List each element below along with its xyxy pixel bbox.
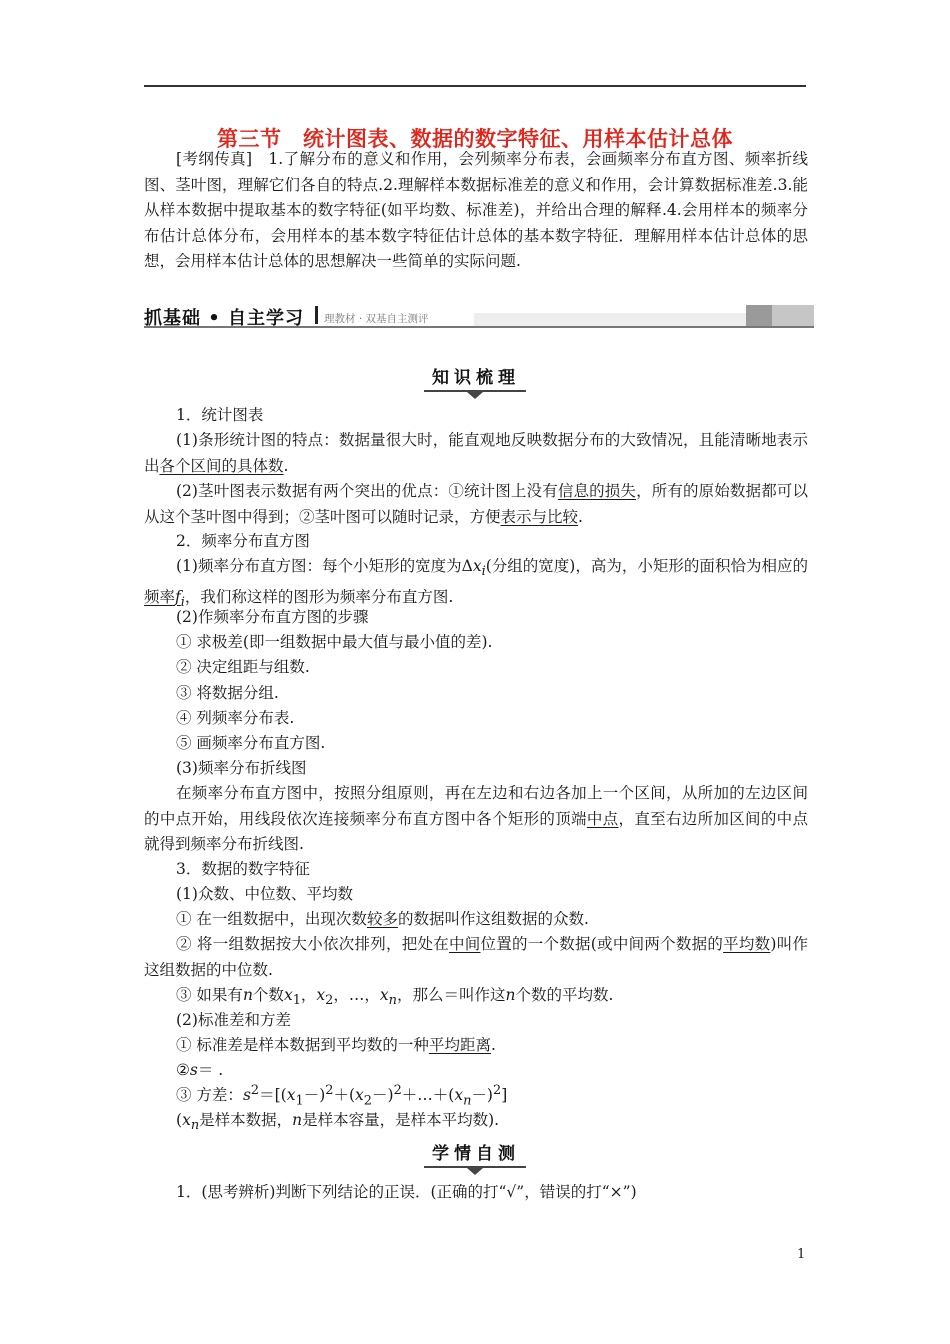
math-var: n <box>505 986 516 1004</box>
question-1: 1．(思考辨析)判断下列结论的正误．(正确的打“√”，错误的打“×”) <box>176 1183 637 1201</box>
text: ① 标准差是样本数据到平均数的一种 <box>176 1036 429 1054</box>
banner-block-dark <box>746 305 772 326</box>
underlined-answer: 信息的损失 <box>557 482 637 500</box>
text: 是样本容量，是样本平均数). <box>302 1111 500 1129</box>
subheading-deviation: (2)标准差和方差 <box>176 1011 291 1029</box>
text: ＝ . <box>197 1061 224 1079</box>
text: －) <box>303 1086 326 1105</box>
underlined-answer <box>144 587 185 610</box>
text: ② 将一组数据按大小依次排列，把处在 <box>176 935 449 953</box>
text: 频率 <box>144 587 176 606</box>
text: ( <box>176 1111 183 1129</box>
text: (1)条形统计图的特点：数据量很大时，能直观地反映数据分布的大致情况，且能清晰地表示出 <box>144 431 808 475</box>
text: －) <box>471 1086 493 1105</box>
paragraph-stem-leaf <box>144 479 808 530</box>
text: 在频率分布直方图中，按照分组原则，再在左边和右边各加上一个区间，从所加的左边区间的中点开始，用线段依次连接频率分布直方图中各个矩形的顶端 <box>144 784 808 828</box>
text: . <box>490 1036 496 1054</box>
text: . <box>578 507 583 526</box>
section-heading-text: 知识梳理 <box>424 363 526 392</box>
math-var: s <box>242 1086 251 1105</box>
mean-definition <box>176 983 613 1008</box>
math-sub: i <box>481 564 486 580</box>
text: 是样本数据， <box>199 1111 293 1129</box>
math-var: x <box>286 1086 296 1105</box>
section-heading-knowledge <box>0 363 950 399</box>
text: 位置的一个数据(或中间两个数据的 <box>480 935 724 953</box>
math-sub: 1 <box>295 1093 304 1109</box>
underlined-answer: 中间 <box>449 935 481 953</box>
underlined-answer: 平均距离 <box>428 1036 491 1054</box>
text: ＋( <box>333 1086 356 1105</box>
page-number: 1 <box>797 1247 806 1262</box>
syllabus-paragraph <box>144 147 808 275</box>
step-item: ① 求极差(即一组数据中最大值与最小值的差). <box>176 633 493 651</box>
math-sup: 2 <box>393 1083 402 1098</box>
mode-definition <box>176 907 589 929</box>
math-sub: n <box>190 1118 200 1134</box>
text: ，所有的原始数据都可以从这个茎叶图中得到；②茎叶图可以随时记录，方便 <box>144 482 808 526</box>
text: (1)频率分布直方图：每个小矩形的宽度为Δ <box>176 557 473 575</box>
math-sub: n <box>463 1093 472 1109</box>
steps-heading: (2)作频率分布直方图的步骤 <box>176 608 369 626</box>
math-var: s <box>189 1061 198 1079</box>
subheading-averages: (1)众数、中位数、平均数 <box>176 885 353 903</box>
text: ，直至右边所加区间的中点就得到频率分布折线图. <box>144 809 808 853</box>
paragraph-polygon <box>144 781 808 858</box>
math-var: x <box>355 1086 364 1105</box>
math-sub: 2 <box>363 1093 373 1109</box>
text: ，我们称这样的图形为频率分布直方图. <box>184 587 454 606</box>
heading-charts: 1．统计图表 <box>176 406 264 424</box>
text: －) <box>372 1086 394 1105</box>
section-heading-arrow <box>467 392 483 399</box>
text: ，…， <box>333 986 380 1004</box>
text: ] <box>501 1086 508 1105</box>
underlined-answer: 较多 <box>366 910 398 928</box>
text: ， <box>300 986 317 1004</box>
step-item: ② 决定组距与组数. <box>176 658 310 676</box>
text: ② <box>176 1061 190 1079</box>
top-rule <box>144 85 806 87</box>
math-sub: n <box>388 993 397 1009</box>
banner-heading: 抓基础 • 自主学习 <box>144 308 305 329</box>
syllabus-text: 1.了解分布的意义和作用，会列频率分布表，会画频率分布直方图、频率折线图、茎叶图，理解它们各自的特点.2.理解样本数据标准差的意义和作用，会计算数据标准差.3.能从样本数据中提取基本的数字特征(如平均数、标准差)，并给出合理的解释.4.会用样本的频率分布估计总体分布，会用样本的基本数字特征估计总体的基本数字特征．理解用样本估计总体的思想，会用样本估计总体的思想解决一些简单的实际问题. <box>144 150 808 270</box>
math-sub: 2 <box>325 993 334 1009</box>
text: ③ 方差： <box>176 1086 243 1105</box>
underlined-answer: 平均数 <box>723 935 771 953</box>
heading-histogram: 2．频率分布直方图 <box>176 532 310 550</box>
math-var: n <box>242 986 253 1004</box>
heading-numeric-features: 3．数据的数字特征 <box>176 860 310 878</box>
math-var: x <box>316 986 326 1004</box>
math-var: f <box>175 587 181 606</box>
text: ③ 如果有 <box>176 986 243 1004</box>
step-item: ④ 列频率分布表. <box>176 709 295 727</box>
page-title: 第三节 统计图表、数据的数字特征、用样本估计总体 <box>217 127 733 151</box>
text: ，那么＝叫作这 <box>396 986 506 1004</box>
math-sup: 2 <box>492 1083 502 1098</box>
paragraph-bar-chart <box>144 428 808 479</box>
math-sub: 1 <box>292 993 301 1009</box>
median-definition <box>144 932 808 983</box>
text: ＋…＋( <box>401 1086 455 1105</box>
text: 的数据叫作这组数据的众数. <box>397 910 589 928</box>
math-var: n <box>292 1111 303 1129</box>
variance-note <box>176 1108 499 1133</box>
math-var: x <box>379 986 389 1004</box>
syllabus-tag: [考纲传真] <box>176 150 253 168</box>
banner-subtitle: 理教材 · 双基自主测评 <box>324 313 429 325</box>
text: 个数 <box>252 986 284 1004</box>
banner-divider <box>315 306 318 324</box>
section-heading-text: 学情自测 <box>424 1139 526 1168</box>
math-var: x <box>454 1086 464 1105</box>
math-var: x <box>182 1111 191 1129</box>
text: . <box>283 456 289 475</box>
step-item: ③ 将数据分组. <box>176 684 279 702</box>
text: 个数的平均数. <box>515 986 614 1004</box>
text: ＝[( <box>259 1086 287 1105</box>
polygon-heading: (3)频率分布折线图 <box>176 759 307 777</box>
math-sup: 2 <box>325 1083 334 1098</box>
section-heading-arrow <box>467 1168 483 1175</box>
math-sup: 2 <box>250 1083 260 1098</box>
section-heading-selftest <box>0 1139 950 1175</box>
text: ① 在一组数据中，出现次数 <box>176 910 367 928</box>
underlined-answer: 各个区间的具体数 <box>159 456 284 475</box>
math-var: x <box>283 986 293 1004</box>
math-sub: i <box>180 594 185 610</box>
step-item: ⑤ 画频率分布直方图. <box>176 734 326 752</box>
variance-formula <box>176 1083 507 1108</box>
text: (分组的宽度)，高为，小矩形的面积恰为相应的 <box>485 557 808 575</box>
std-formula <box>176 1058 223 1080</box>
text: (2)茎叶图表示数据有两个突出的优点：①统计图上没有 <box>176 482 558 500</box>
banner-strip <box>474 313 746 326</box>
underlined-answer: 中点 <box>586 809 619 828</box>
std-definition <box>176 1033 496 1055</box>
underlined-answer: 表示与比较 <box>500 507 579 526</box>
text: )叫作这组数据的中位数. <box>144 935 808 979</box>
banner-block-light <box>772 305 814 326</box>
section-banner <box>144 305 814 328</box>
math-var: x <box>472 557 482 575</box>
